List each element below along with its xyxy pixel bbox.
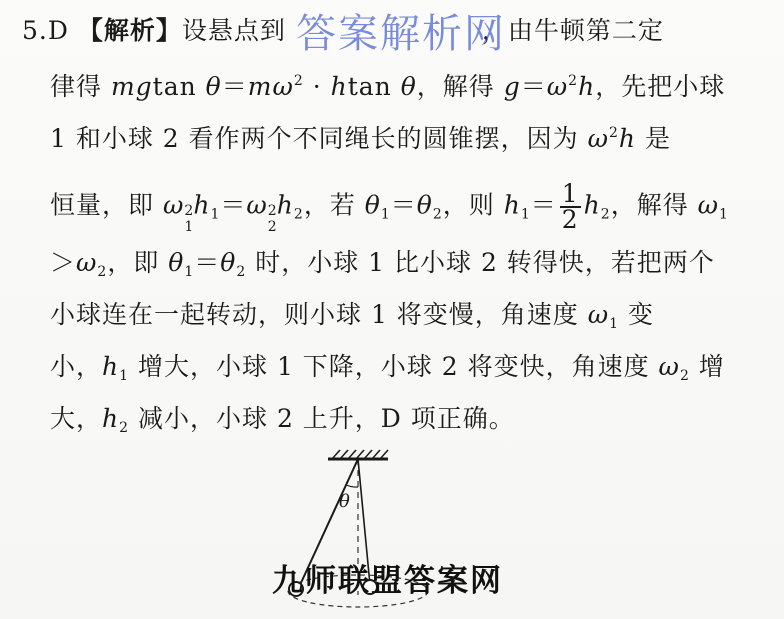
solution-line-1: 5.D 【解析】设悬点到 ，由牛顿第二定 [22, 16, 664, 45]
solution-line-5: $>\omega_2$，即 $\theta_1=\theta_2$ 时，小球 1 比小球 2 转得快，若把两个 [50, 248, 715, 280]
theta-label: θ [339, 491, 350, 512]
solution-line-2: 律得 mgtan $\theta=m\omega^2 \cdot htan$ θ，解得 $g=\omega^2h$，先把小球 [50, 72, 726, 101]
angle-arc [346, 485, 358, 487]
bottom-watermark: 九师联盟答案网 [272, 563, 503, 599]
question-number: 5. [22, 16, 48, 45]
solution-line-8: 大，$h_2$ 减小，小球 2 上升，D 项正确。 [50, 404, 515, 436]
analysis-tag: 【解析】 [77, 16, 182, 45]
solution-line-3: 1 和小球 2 看作两个不同绳长的圆锥摆，因为 $\omega^2h$ 是 [50, 124, 671, 153]
solution-line-4: 恒量，即 ω 2 1 $h_1=\omega$ 2 2 $h_2$，若 $\theta_1=\theta_2$，则 $h_1=$ $\frac{1}{2}$ $h_2$，解得 $\omega_1$ [50, 179, 729, 235]
ceiling-support [328, 450, 388, 459]
solution-line-6: 小球连在一起转动，则小球 1 将变慢，角速度 $\omega_1$ 变 [50, 300, 655, 332]
answer-choice: D [47, 16, 69, 45]
fraction-one-half: $\frac{1}{2}$ [561, 179, 579, 234]
solution-line-7: 小，$h_1$ 增大，小球 1 下降，小球 2 将变快，角速度 $\omega_2$ 增 [50, 352, 725, 384]
top-watermark: 答案解析网 [296, 11, 506, 57]
